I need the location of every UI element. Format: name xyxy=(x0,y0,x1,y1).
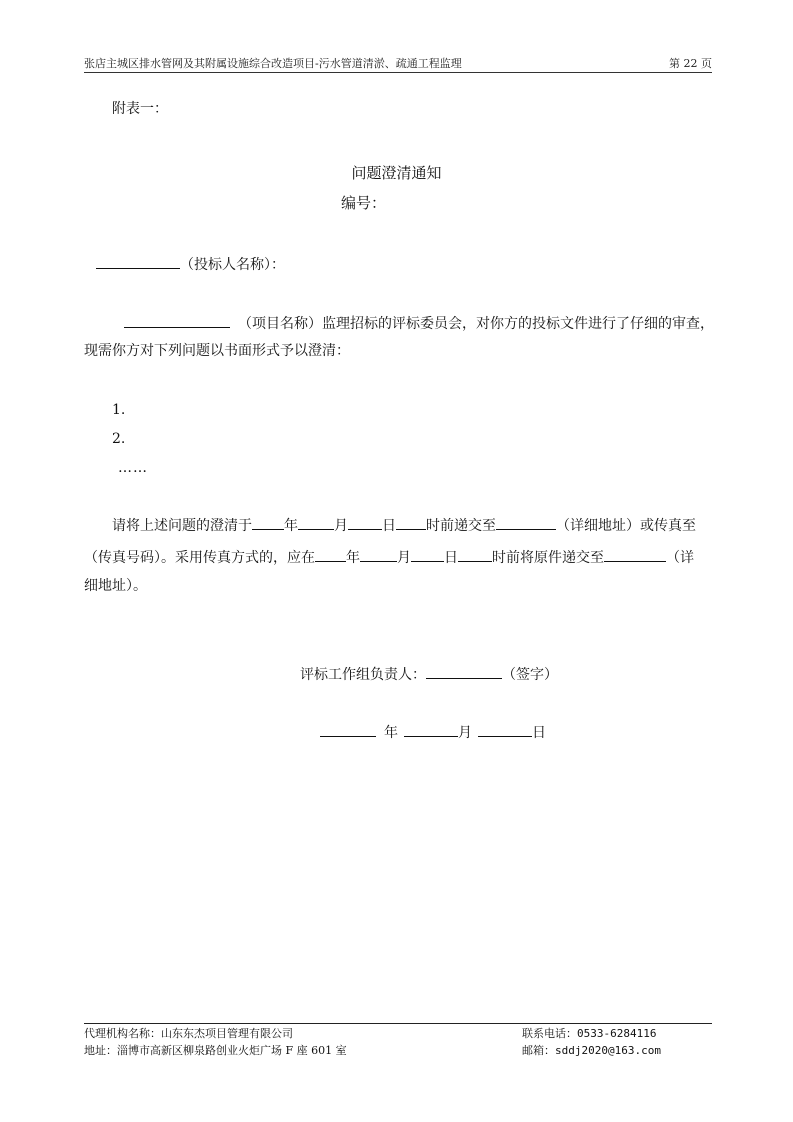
project-title: 张店主城区排水管网及其附属设施综合改造项目-污水管道清淤、疏通工程监理 xyxy=(84,57,462,70)
date-day-blank[interactable] xyxy=(478,722,532,737)
header-divider xyxy=(84,72,712,73)
signature-label: （签字） xyxy=(502,667,558,683)
year-blank[interactable] xyxy=(315,547,346,562)
paragraph-2-line-3: 细地址）。 xyxy=(84,578,147,594)
deliver-to-text: 时前递交至 xyxy=(426,518,496,534)
month-label: 月 xyxy=(334,518,348,534)
addressee-line xyxy=(96,254,285,274)
paragraph-1-line-1 xyxy=(124,313,714,333)
contact-phone xyxy=(522,1026,656,1042)
month-blank[interactable] xyxy=(298,515,334,530)
addressee-suffix: （投标人名称）： xyxy=(180,257,285,273)
paragraph-1-line-2: 现需你方对下列问题以书面形式予以澄清： xyxy=(84,343,350,359)
list-item: 1. xyxy=(112,402,126,418)
contact-email xyxy=(522,1043,661,1059)
year-label: 年 xyxy=(346,550,360,566)
number-label: 编号： xyxy=(341,194,387,212)
paragraph-2-line-2 xyxy=(84,547,694,567)
phone-value: 0533-6284116 xyxy=(577,1027,657,1040)
email-label: 邮箱： xyxy=(522,1044,555,1057)
original-deliver-text: 时前将原件递交至 xyxy=(492,550,604,566)
project-name-blank[interactable] xyxy=(124,313,230,328)
signer-label: 评标工作组负责人： xyxy=(300,667,426,683)
date-year-label: 年 xyxy=(384,725,398,741)
date-month-label: 月 xyxy=(458,725,472,741)
address-blank[interactable] xyxy=(496,515,556,530)
date-year-blank[interactable] xyxy=(320,722,376,737)
phone-label: 联系电话： xyxy=(522,1027,577,1040)
footer-divider xyxy=(84,1023,712,1024)
clarify-deadline-text: 请将上述问题的澄清于 xyxy=(112,518,252,534)
agency-address: 地址：淄博市高新区柳泉路创业火炬广场 F 座 601 室 xyxy=(84,1044,347,1057)
day-blank[interactable] xyxy=(411,547,444,562)
year-label: 年 xyxy=(284,518,298,534)
month-blank[interactable] xyxy=(360,547,397,562)
address-blank[interactable] xyxy=(604,547,666,562)
date-day-label: 日 xyxy=(532,725,546,741)
day-label: 日 xyxy=(382,518,396,534)
notice-title: 问题澄清通知 xyxy=(351,164,442,182)
paragraph-2-line-1 xyxy=(112,515,696,535)
list-item: …… xyxy=(118,460,148,476)
agency-name: 代理机构名称：山东东杰项目管理有限公司 xyxy=(84,1027,293,1040)
address-or-fax-text: （详细地址）或传真至 xyxy=(556,518,696,534)
date-line xyxy=(320,722,546,742)
year-blank[interactable] xyxy=(252,515,284,530)
list-item: 2. xyxy=(112,431,126,447)
fax-text: （传真号码）。采用传真方式的，应在 xyxy=(84,550,315,566)
hour-blank[interactable] xyxy=(458,547,492,562)
bidder-name-blank[interactable] xyxy=(96,254,180,269)
day-label: 日 xyxy=(444,550,458,566)
date-month-blank[interactable] xyxy=(404,722,458,737)
paragraph-1-text: （项目名称）监理招标的评标委员会，对你方的投标文件进行了仔细的审查， xyxy=(238,316,714,332)
email-value: sddj2020@163.com xyxy=(555,1044,661,1057)
page-number: 第 22 页 xyxy=(669,57,712,70)
month-label: 月 xyxy=(397,550,411,566)
appendix-label: 附表一： xyxy=(112,101,168,117)
day-blank[interactable] xyxy=(348,515,382,530)
signer-blank[interactable] xyxy=(426,664,502,679)
signer-line xyxy=(300,664,558,684)
hour-blank[interactable] xyxy=(396,515,426,530)
address-detail-text: （详 xyxy=(666,550,694,566)
